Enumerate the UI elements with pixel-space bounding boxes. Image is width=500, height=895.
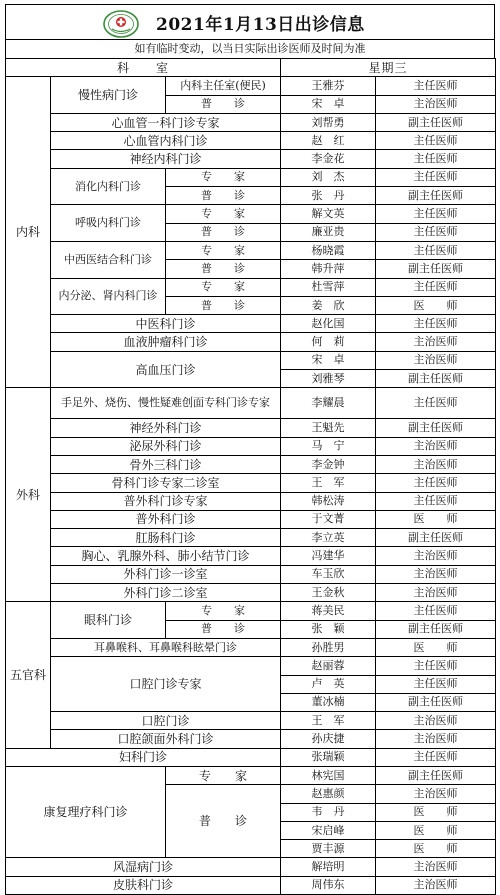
doctor-name: 王雅芬 xyxy=(281,77,376,95)
dept-cell: 妇科门诊 xyxy=(6,748,281,766)
table-header-row xyxy=(6,59,496,77)
dept-cell: 泌尿外科门诊 xyxy=(51,437,281,455)
sub-cell: 内科主任室(便民) xyxy=(166,77,281,95)
table-row xyxy=(6,766,496,784)
doctor-name: 车玉欣 xyxy=(281,565,376,583)
doctor-title: 主治医师 xyxy=(376,712,496,730)
dept-cell: 神经内科门诊 xyxy=(51,150,281,168)
doctor-name: 刘 杰 xyxy=(281,168,376,186)
doctor-title: 主任医师 xyxy=(376,77,496,95)
doctor-title: 主治医师 xyxy=(376,565,496,583)
doctor-title: 主治医师 xyxy=(376,584,496,602)
doctor-name: 宋 卓 xyxy=(281,95,376,113)
doctor-name: 董冰楠 xyxy=(281,693,376,711)
dept-cell: 内分泌、肾内科门诊 xyxy=(51,278,166,315)
doctor-title: 副主任医师 xyxy=(376,693,496,711)
sub-cell: 普 诊 xyxy=(166,620,281,638)
sub-cell: 普 诊 xyxy=(166,260,281,278)
doctor-title: 主治医师 xyxy=(376,455,496,473)
dept-cell: 消化内科门诊 xyxy=(51,168,166,205)
dept-cell: 骨外三科门诊 xyxy=(51,455,281,473)
doctor-name: 李立英 xyxy=(281,529,376,547)
doctor-name: 刘雅琴 xyxy=(281,370,376,388)
dept-cell: 普外科门诊专家 xyxy=(51,492,281,510)
doctor-title: 主任医师 xyxy=(376,492,496,510)
sub-cell: 普 诊 xyxy=(166,223,281,241)
sub-cell: 专 家 xyxy=(166,168,281,186)
table-row xyxy=(6,132,496,150)
dept-cell: 皮肤科门诊 xyxy=(6,876,281,894)
doctor-name: 廉亚贵 xyxy=(281,223,376,241)
group-label: 外科 xyxy=(6,388,51,602)
dept-cell: 康复理疗科门诊 xyxy=(6,766,166,857)
sub-cell: 专 家 xyxy=(166,241,281,259)
table-row xyxy=(6,168,496,186)
doctor-name: 蒋美民 xyxy=(281,602,376,620)
doctor-title: 主任医师 xyxy=(376,223,496,241)
doctor-title: 医 师 xyxy=(376,803,496,821)
doctor-title: 主治医师 xyxy=(376,858,496,876)
doctor-name: 王 军 xyxy=(281,474,376,492)
table-row xyxy=(6,584,496,602)
page-title: 2021年1月13日出诊信息 xyxy=(156,15,365,35)
dept-cell: 手足外、烧伤、慢性疑难创面专科门诊专家 xyxy=(51,388,281,419)
dept-cell: 外科门诊一诊室 xyxy=(51,565,281,583)
table-row xyxy=(6,77,496,95)
doctor-title: 主任医师 xyxy=(376,150,496,168)
doctor-title: 副主任医师 xyxy=(376,529,496,547)
doctor-name: 卢 英 xyxy=(281,675,376,693)
sub-cell: 普 诊 xyxy=(166,785,281,858)
doctor-name: 韩升萍 xyxy=(281,260,376,278)
doctor-name: 宋 卓 xyxy=(281,351,376,369)
doctor-title: 医 师 xyxy=(376,840,496,858)
table-row xyxy=(6,565,496,583)
doctor-name: 杜雪萍 xyxy=(281,278,376,296)
dept-cell: 普外科门诊 xyxy=(51,510,281,528)
doctor-title: 主任医师 xyxy=(376,168,496,186)
doctor-title: 医 师 xyxy=(376,638,496,656)
dept-cell: 中医科门诊 xyxy=(51,315,281,333)
doctor-name: 于文菁 xyxy=(281,510,376,528)
table-row xyxy=(6,529,496,547)
sub-cell: 专 家 xyxy=(166,766,281,784)
doctor-name: 赵丽蓉 xyxy=(281,657,376,675)
doctor-name: 解培明 xyxy=(281,858,376,876)
doctor-title: 医 师 xyxy=(376,296,496,314)
doctor-name: 姜 欣 xyxy=(281,296,376,314)
doctor-name: 李金钟 xyxy=(281,455,376,473)
doctor-name: 张瑞颖 xyxy=(281,748,376,766)
table-row xyxy=(6,547,496,565)
doctor-name: 贾丰源 xyxy=(281,840,376,858)
doctor-title: 副主任医师 xyxy=(376,260,496,278)
group-label: 内科 xyxy=(6,77,51,388)
dept-cell: 口腔门诊 xyxy=(51,712,281,730)
sub-cell: 普 诊 xyxy=(166,95,281,113)
doctor-title: 医 师 xyxy=(376,510,496,528)
doctor-title: 主治医师 xyxy=(376,95,496,113)
doctor-name: 冯建华 xyxy=(281,547,376,565)
doctor-name: 韩松涛 xyxy=(281,492,376,510)
doctor-name: 赵 红 xyxy=(281,132,376,150)
doctor-title: 主治医师 xyxy=(376,730,496,748)
doctor-name: 解文英 xyxy=(281,205,376,223)
dept-cell: 中西医结合科门诊 xyxy=(51,241,166,278)
table-row xyxy=(6,205,496,223)
dept-cell: 口腔颌面外科门诊 xyxy=(51,730,281,748)
doctor-name: 孙庆捷 xyxy=(281,730,376,748)
dept-cell: 肛肠科门诊 xyxy=(51,529,281,547)
doctor-title: 副主任医师 xyxy=(376,620,496,638)
dept-cell: 风湿病门诊 xyxy=(6,858,281,876)
doctor-name: 林宪国 xyxy=(281,766,376,784)
group-label: 五官科 xyxy=(6,602,51,748)
doctor-title: 副主任医师 xyxy=(376,419,496,437)
dept-cell: 慢性病门诊 xyxy=(51,77,166,114)
doctor-name: 何 莉 xyxy=(281,333,376,351)
table-row xyxy=(6,113,496,131)
table-row xyxy=(6,510,496,528)
doctor-title: 医 师 xyxy=(376,821,496,839)
doctor-name: 李金花 xyxy=(281,150,376,168)
header-day: 星期三 xyxy=(281,59,496,77)
doctor-name: 王金秋 xyxy=(281,584,376,602)
header-bar xyxy=(5,4,495,40)
table-row xyxy=(6,455,496,473)
doctor-title: 主任医师 xyxy=(376,675,496,693)
doctor-title: 主治医师 xyxy=(376,876,496,894)
doctor-name: 刘帮勇 xyxy=(281,113,376,131)
doctor-title: 主任医师 xyxy=(376,657,496,675)
table-row xyxy=(6,315,496,333)
dept-cell: 眼科门诊 xyxy=(51,602,166,639)
doctor-name: 赵惠颜 xyxy=(281,785,376,803)
table-row xyxy=(6,492,496,510)
header-dept: 科 室 xyxy=(6,59,281,77)
doctor-name: 李耀晨 xyxy=(281,388,376,419)
sub-cell: 普 诊 xyxy=(166,187,281,205)
table-row xyxy=(6,730,496,748)
doctor-title: 主任医师 xyxy=(376,278,496,296)
table-row xyxy=(6,419,496,437)
table-row xyxy=(6,748,496,766)
table-row xyxy=(6,388,496,419)
dept-cell: 耳鼻喉科、耳鼻喉科眩晕门诊 xyxy=(51,638,281,656)
table-row xyxy=(6,333,496,351)
schedule-table xyxy=(5,58,496,895)
doctor-name: 张 丹 xyxy=(281,187,376,205)
dept-cell: 外科门诊二诊室 xyxy=(51,584,281,602)
doctor-title: 主任医师 xyxy=(376,388,496,419)
notice-text: 如有临时变动，以当日实际出诊医师及时间为准 xyxy=(5,40,495,59)
doctor-title: 副主任医师 xyxy=(376,370,496,388)
doctor-title: 主任医师 xyxy=(376,205,496,223)
doctor-name: 王 军 xyxy=(281,712,376,730)
doctor-title: 主任医师 xyxy=(376,602,496,620)
dept-cell: 血液肿瘤科门诊 xyxy=(51,333,281,351)
dept-cell: 高血压门诊 xyxy=(51,351,281,388)
doctor-name: 张 颖 xyxy=(281,620,376,638)
hospital-logo-icon xyxy=(101,9,141,39)
table-row xyxy=(6,602,496,620)
doctor-title: 主治医师 xyxy=(376,351,496,369)
sub-cell: 专 家 xyxy=(166,205,281,223)
doctor-name: 马 宁 xyxy=(281,437,376,455)
table-row xyxy=(6,712,496,730)
dept-cell: 心血管内科门诊 xyxy=(51,132,281,150)
sub-cell: 普 诊 xyxy=(166,296,281,314)
sub-cell: 专 家 xyxy=(166,602,281,620)
doctor-title: 副主任医师 xyxy=(376,187,496,205)
doctor-name: 宋启峰 xyxy=(281,821,376,839)
sub-cell: 专 家 xyxy=(166,278,281,296)
table-row xyxy=(6,150,496,168)
table-row xyxy=(6,241,496,259)
dept-cell: 心血管一科门诊专家 xyxy=(51,113,281,131)
table-row xyxy=(6,657,496,675)
table-row xyxy=(6,638,496,656)
dept-cell: 口腔门诊专家 xyxy=(51,657,281,712)
doctor-title: 主任医师 xyxy=(376,474,496,492)
doctor-title: 主治医师 xyxy=(376,785,496,803)
doctor-title: 主治医师 xyxy=(376,437,496,455)
doctor-title: 主任医师 xyxy=(376,132,496,150)
doctor-name: 杨晓霞 xyxy=(281,241,376,259)
doctor-title: 主任医师 xyxy=(376,241,496,259)
doctor-title: 主任医师 xyxy=(376,315,496,333)
dept-cell: 神经外科门诊 xyxy=(51,419,281,437)
doctor-name: 韦 丹 xyxy=(281,803,376,821)
doctor-title: 主任医师 xyxy=(376,748,496,766)
dept-cell: 呼吸内科门诊 xyxy=(51,205,166,242)
doctor-title: 副主任医师 xyxy=(376,113,496,131)
table-row xyxy=(6,858,496,876)
table-row xyxy=(6,876,496,894)
doctor-name: 王魁先 xyxy=(281,419,376,437)
doctor-name: 孙胜男 xyxy=(281,638,376,656)
dept-cell: 胸心、乳腺外科、肺小结节门诊 xyxy=(51,547,281,565)
doctor-title: 主治医师 xyxy=(376,333,496,351)
table-row xyxy=(6,351,496,369)
doctor-name: 赵化国 xyxy=(281,315,376,333)
doctor-title: 副主任医师 xyxy=(376,766,496,784)
dept-cell: 骨科门诊专家二诊室 xyxy=(51,474,281,492)
table-row xyxy=(6,278,496,296)
doctor-title: 主治医师 xyxy=(376,547,496,565)
table-row xyxy=(6,474,496,492)
doctor-name: 周伟东 xyxy=(281,876,376,894)
table-row xyxy=(6,437,496,455)
